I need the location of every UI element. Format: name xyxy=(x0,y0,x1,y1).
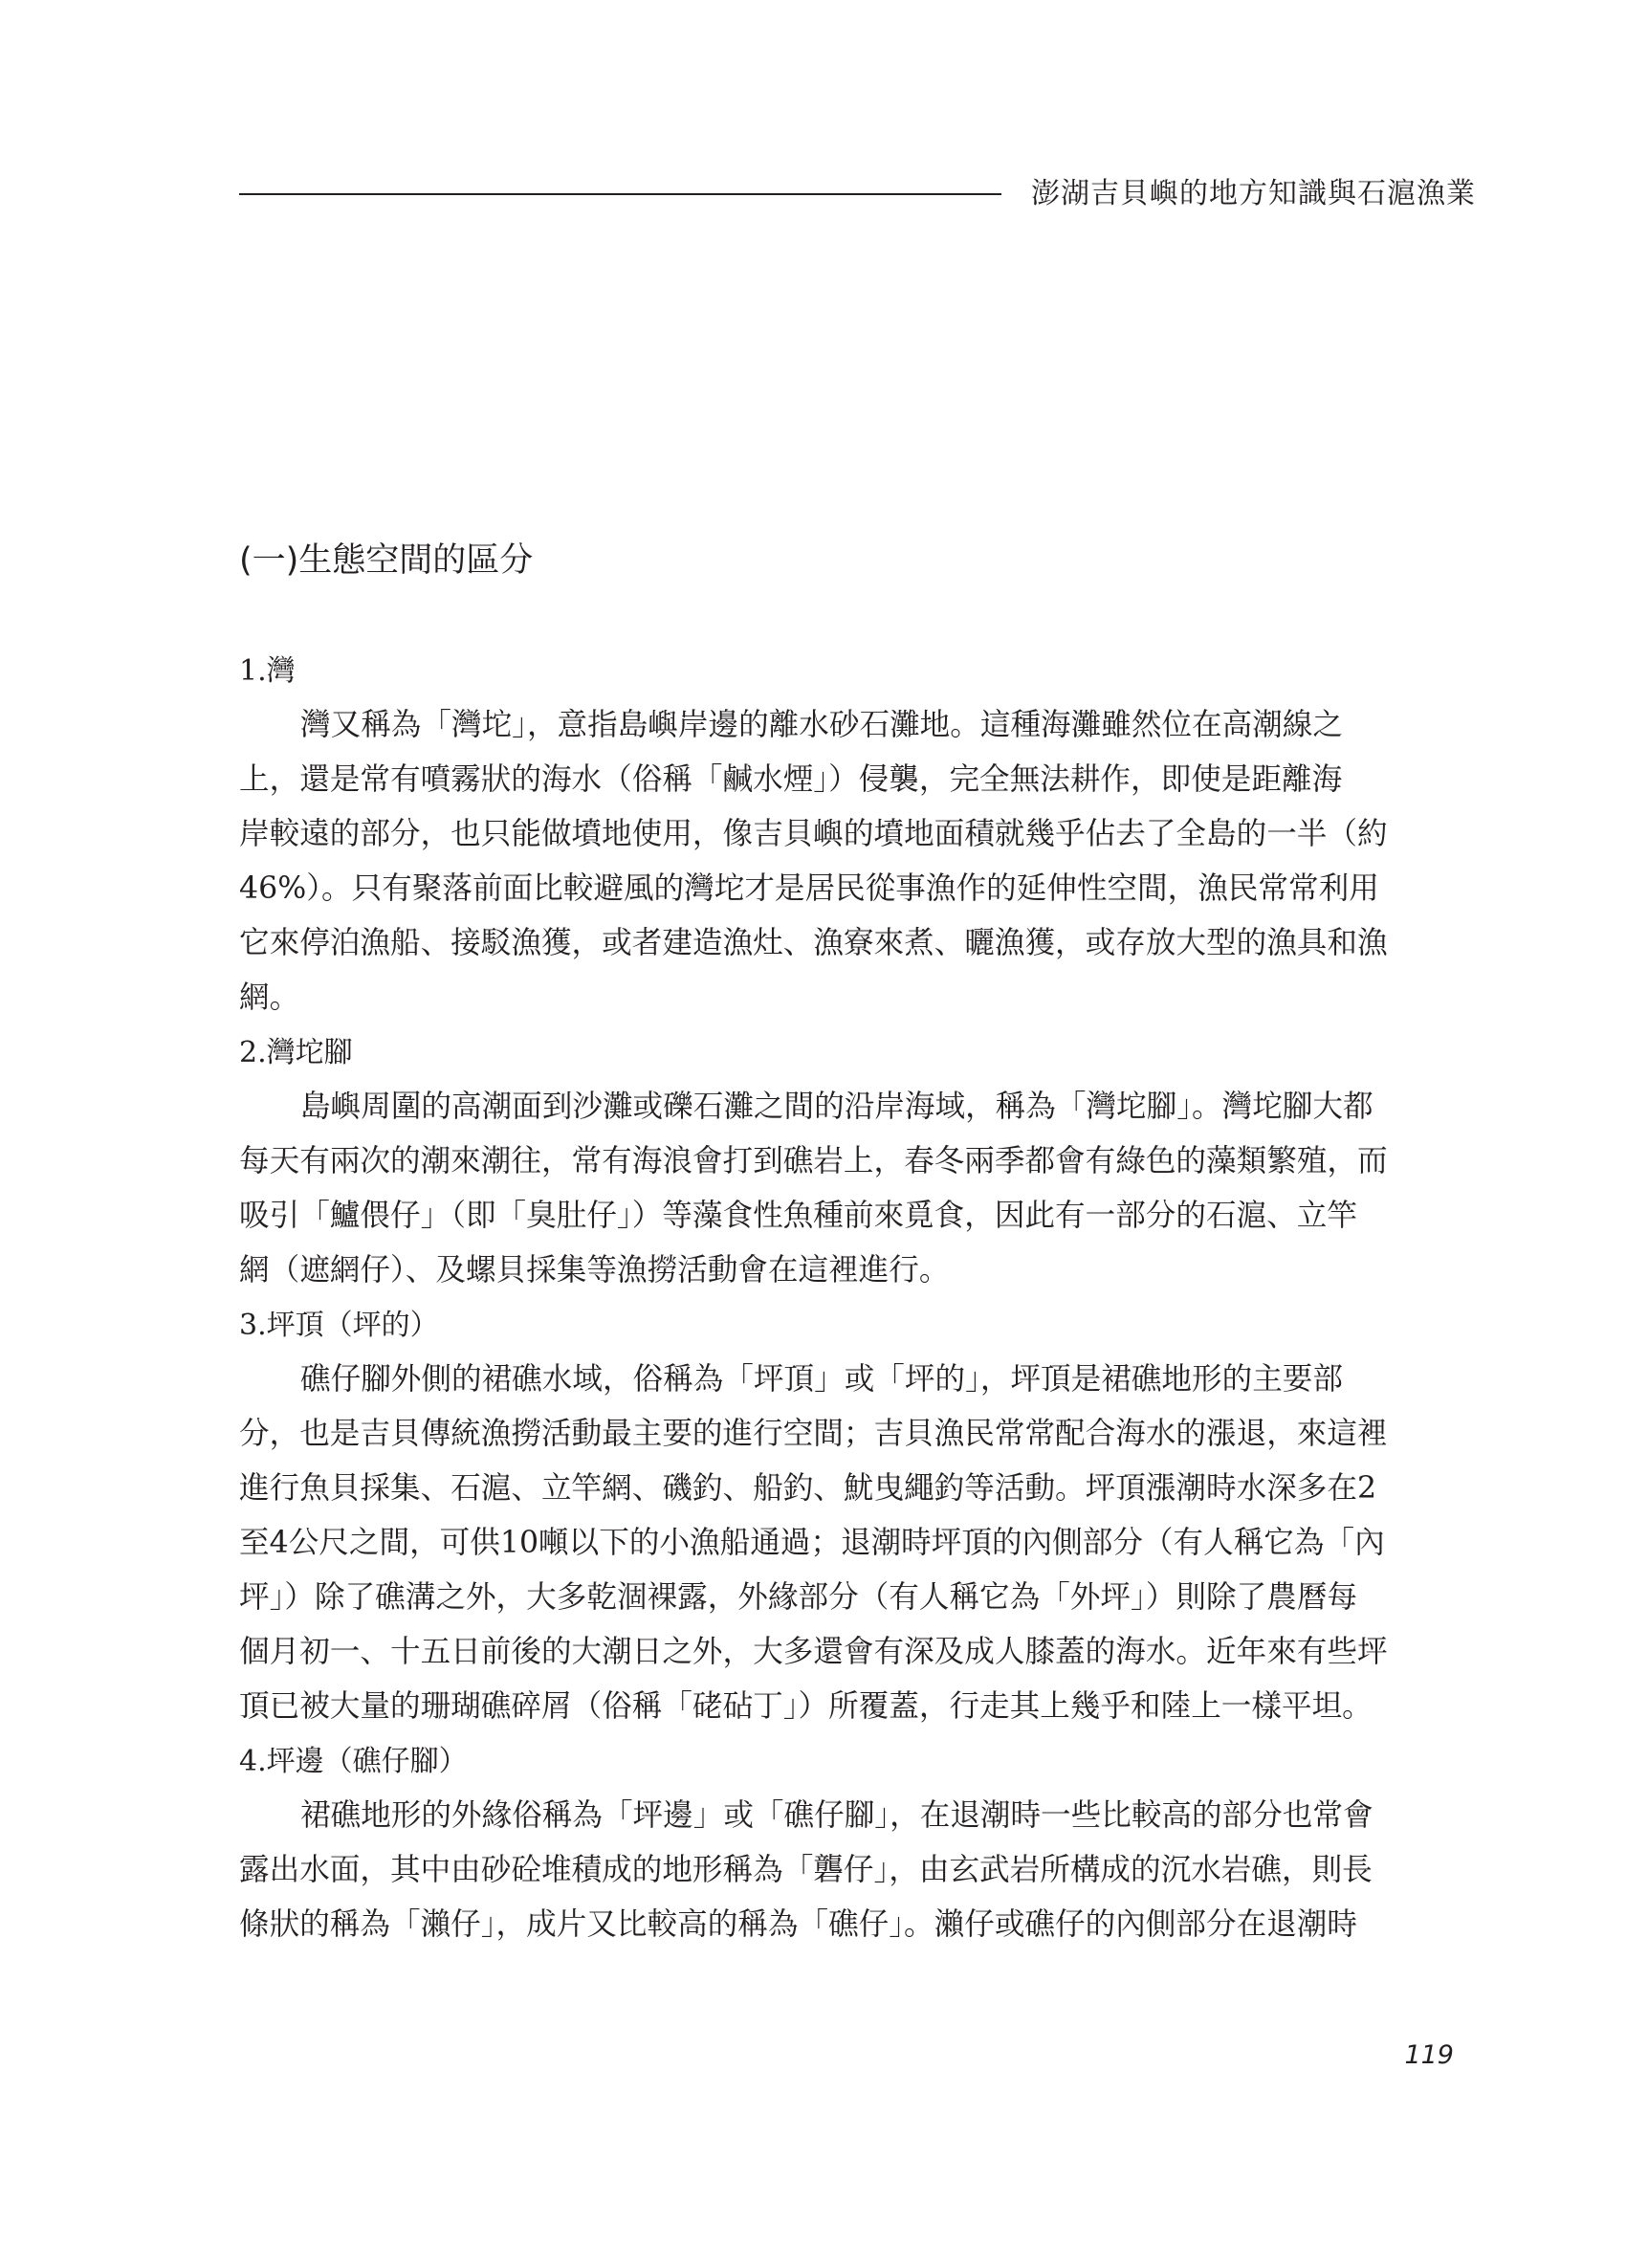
running-title: 澎湖吉貝嶼的地方知識與石滬漁業 xyxy=(1031,177,1476,210)
body-text xyxy=(239,644,1417,1952)
paragraph-line: 岸較遠的部分，也只能做墳地使用，像吉貝嶼的墳地面積就幾乎佔去了全島的一半（約 xyxy=(239,817,1388,851)
paragraph-line: 分，也是吉貝傳統漁撈活動最主要的進行空間；吉貝漁民常常配合海水的漲退，來這裡 xyxy=(239,1417,1388,1451)
paragraph-line: 條狀的稱為「瀨仔」，成片又比較高的稱為「礁仔」。瀨仔或礁仔的內側部分在退潮時 xyxy=(239,1907,1357,1942)
paragraph-line: 每天有兩次的潮來潮往，常有海浪會打到礁岩上，春冬兩季都會有綠色的藻類繁殖，而 xyxy=(239,1144,1388,1178)
paragraph-line: 個月初一、十五日前後的大潮日之外，大多還會有深及成人膝蓋的海水。近年來有些坪 xyxy=(239,1635,1388,1669)
paragraph-line: 島嶼周圍的高潮面到沙灘或礫石灘之間的沿岸海域，稱為「灣坨腳」。灣坨腳大都 xyxy=(300,1090,1373,1124)
paragraph-line: 吸引「鱸偎仔」（即「臭肚仔」）等藻食性魚種前來覓食，因此有一部分的石滬、立竿 xyxy=(239,1199,1357,1233)
page-number: 119 xyxy=(1404,2040,1454,2070)
paragraph-line: 它來停泊漁船、接駁漁獲，或者建造漁灶、漁寮來煮、曬漁獲，或存放大型的漁具和漁 xyxy=(239,926,1388,960)
paragraph-line: 進行魚貝採集、石滬、立竿網、磯釣、船釣、魷曳繩釣等活動。坪頂漲潮時水深多在2 xyxy=(239,1471,1377,1506)
paragraph-line: 露出水面，其中由砂砼堆積成的地形稱為「礱仔」，由玄武岩所構成的沉水岩礁，則長 xyxy=(239,1853,1373,1887)
paragraph-line: 至4公尺之間，可供10噸以下的小漁船通過；退潮時坪頂的內側部分（有人稱它為「內 xyxy=(239,1526,1385,1560)
paragraph-line: 礁仔腳外側的裙礁水域，俗稱為「坪頂」或「坪的」，坪頂是裙礁地形的主要部 xyxy=(300,1362,1343,1397)
subsection-heading-bay-foot: 2.灣坨腳 xyxy=(239,1036,353,1069)
paragraph-line: 46%）。只有聚落前面比較避風的灣坨才是居民從事漁作的延伸性空間，漁民常常利用 xyxy=(239,871,1379,906)
header-rule xyxy=(239,193,1001,195)
subsection-heading-reef-edge: 4.坪邊（礁仔腳） xyxy=(239,1745,468,1778)
paragraph-line: 裙礁地形的外緣俗稱為「坪邊」或「礁仔腳」，在退潮時一些比較高的部分也常會 xyxy=(300,1798,1373,1833)
subsection-heading-reef-flat: 3.坪頂（坪的） xyxy=(239,1309,439,1342)
paragraph-line: 灣又稱為「灣坨」，意指島嶼岸邊的離水砂石灘地。這種海灘雖然位在高潮線之 xyxy=(300,708,1343,742)
paragraph-line: 頂已被大量的珊瑚礁碎屑（俗稱「硓砧丁」）所覆蓋，行走其上幾乎和陸上一樣平坦。 xyxy=(239,1689,1373,1724)
paragraph-line: 坪」）除了礁溝之外，大多乾涸裸露，外緣部分（有人稱它為「外坪」）則除了農曆每 xyxy=(239,1580,1357,1615)
subsection-heading-bay: 1.灣 xyxy=(239,654,296,688)
section-heading: (一)生態空間的區分 xyxy=(239,541,534,580)
paragraph-line: 網。 xyxy=(239,980,300,1015)
paragraph-line: 上，還是常有噴霧狀的海水（俗稱「鹹水煙」）侵襲，完全無法耕作，即使是距離海 xyxy=(239,762,1343,797)
paragraph-line: 網（遮網仔）、及螺貝採集等漁撈活動會在這裡進行。 xyxy=(239,1253,950,1288)
